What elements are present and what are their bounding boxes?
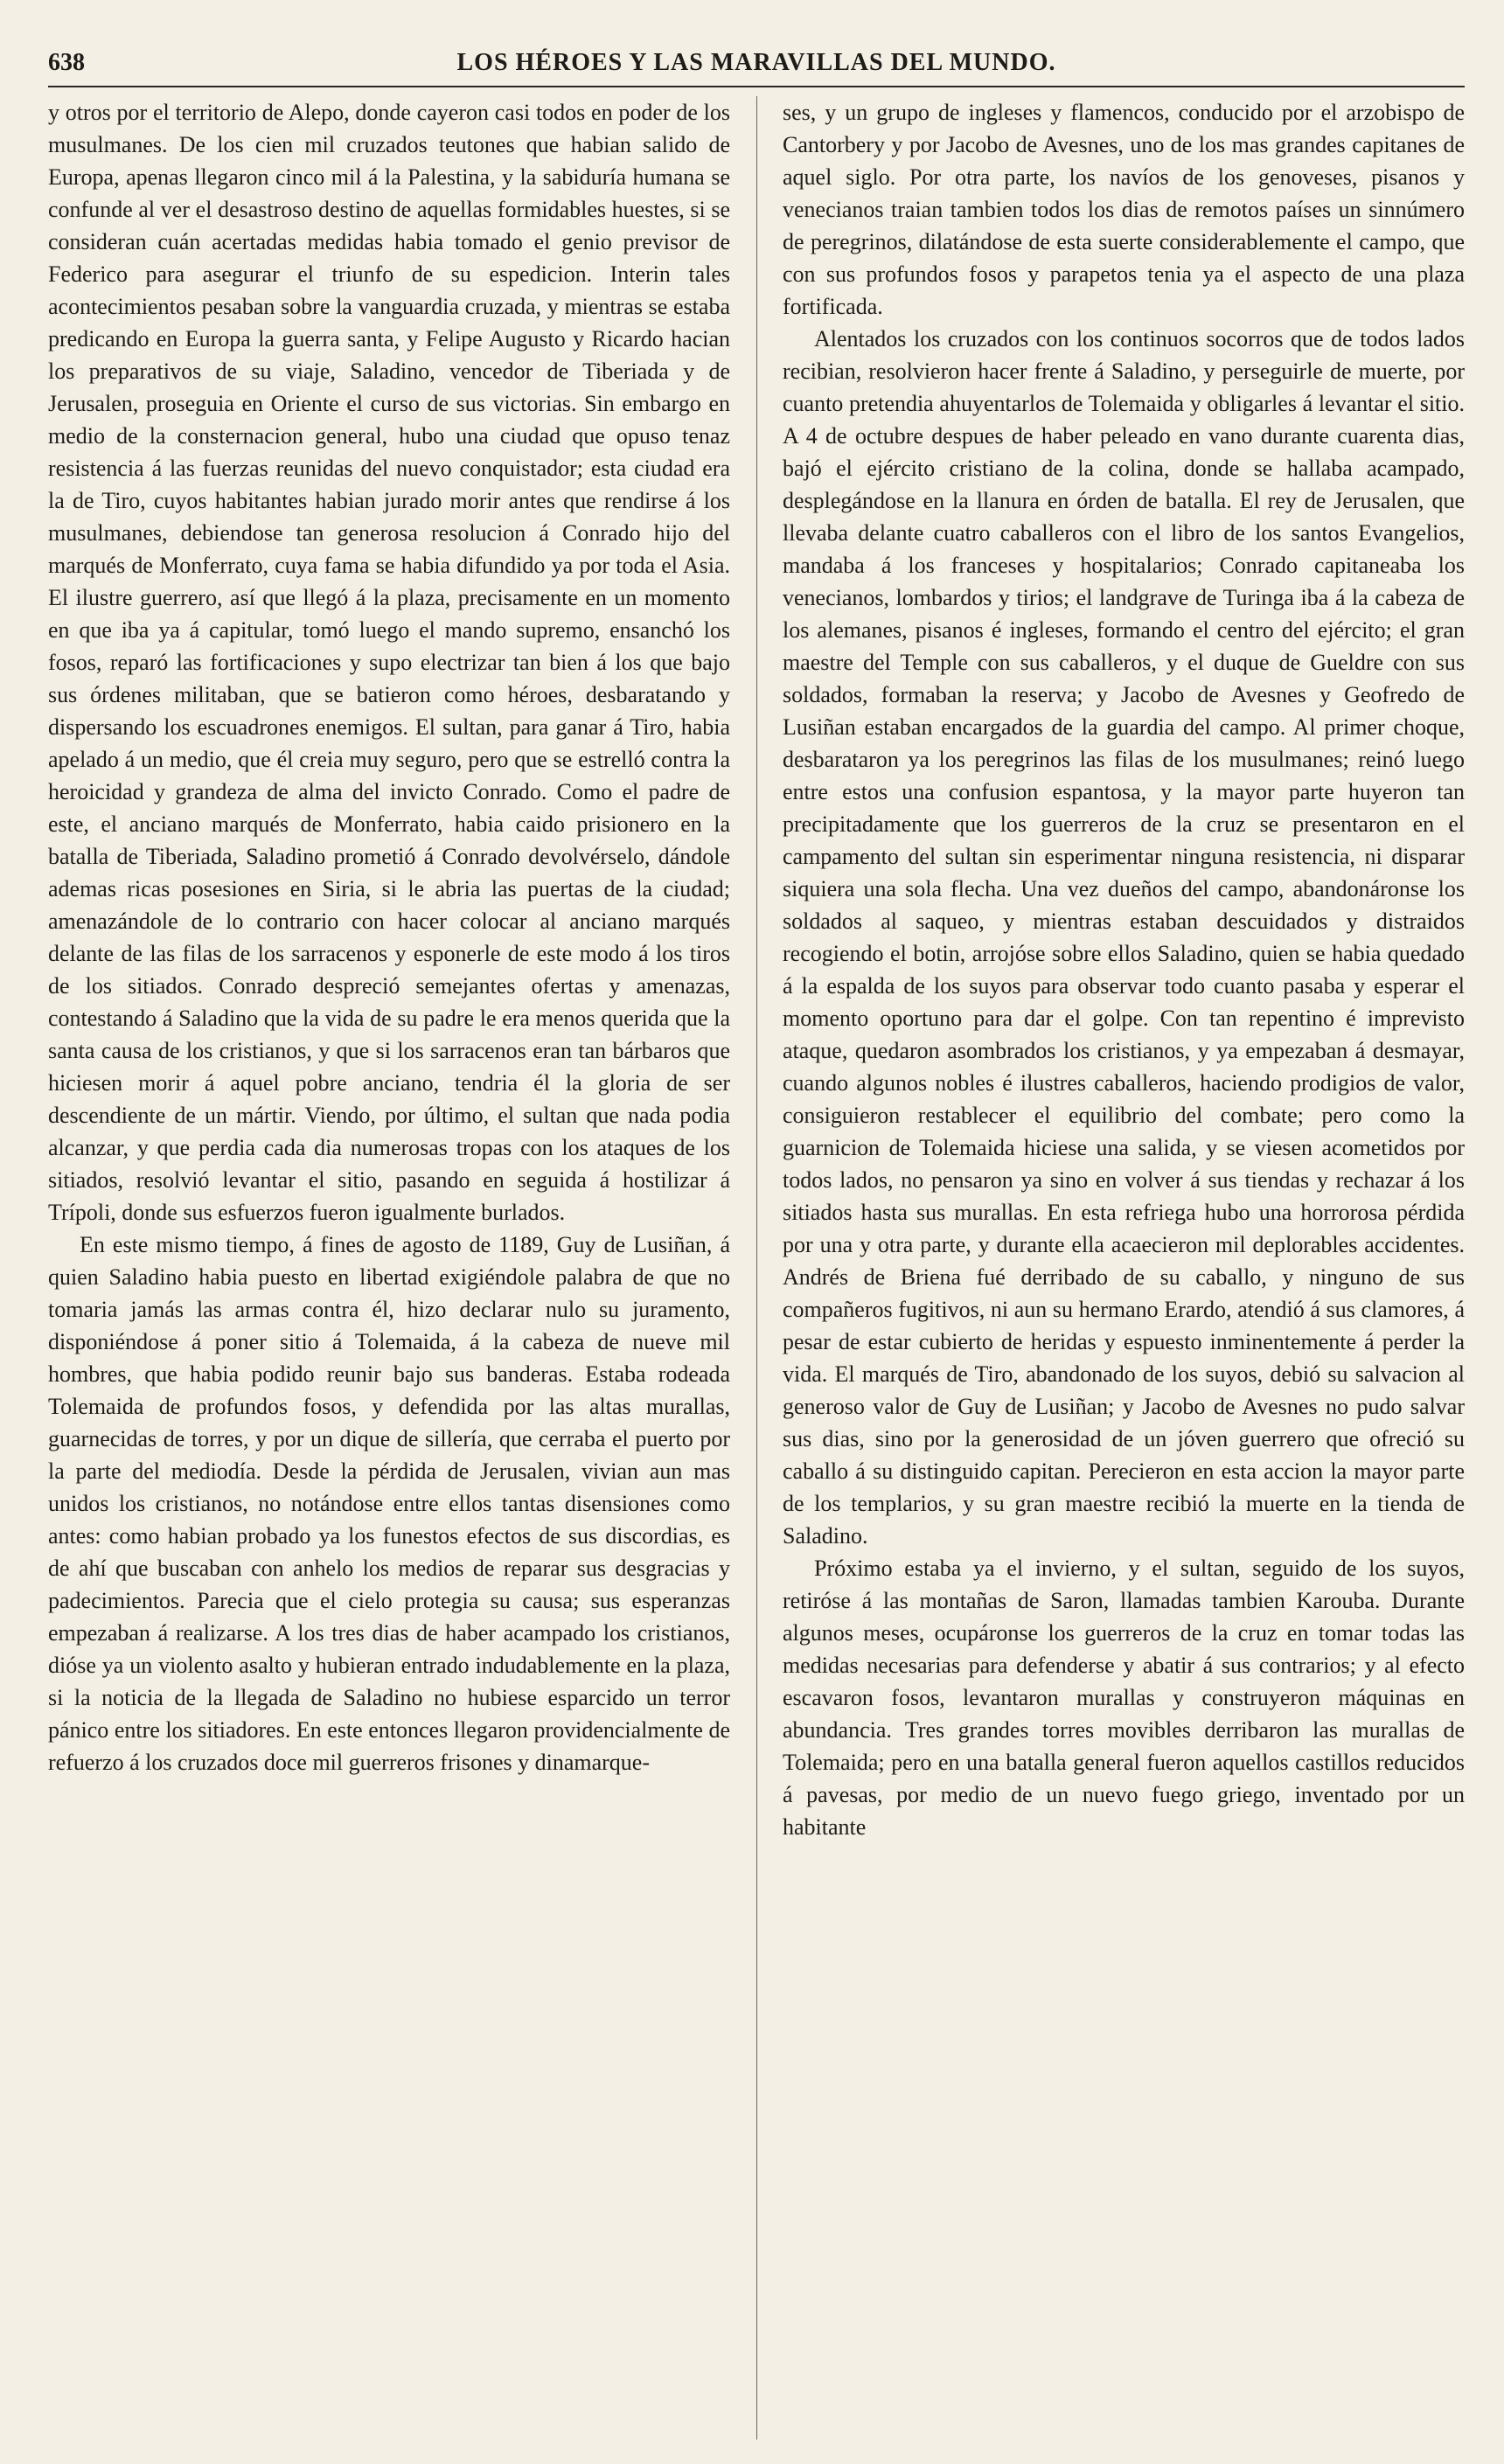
book-title: LOS HÉROES Y LAS MARAVILLAS DEL MUNDO. — [456, 49, 1056, 76]
running-head — [48, 45, 1465, 87]
left-column — [48, 96, 730, 2440]
paragraph: Próximo estaba ya el invierno, y el sultan, seguido de los suyos, retiróse á las montañas de Saron, llamadas tambien Karouba. Durante algunos meses, ocupáronse los guerreros de la cruz en tomar todas las medidas necesarias para defenderse y abatir á sus contrarios; y al efecto escavaron fosos, levantaron murallas y construyeron máquinas en abundancia. Tres grandes torres movibles derribaron las murallas de Tolemaida; pero en una batalla general fueron aquellos castillos reducidos á pavesas, por medio de un nuevo fuego griego, inventado por un habitante — [783, 1556, 1465, 1840]
paragraph: y otros por el territorio de Alepo, donde cayeron casi todos en poder de los musulmanes. De los cien mil cruzados teutones que habian salido de Europa, apenas llegaron cinco mil á la Palestina, y la sabiduría humana se confunde al ver el desastroso destino de aquellas formidables huestes, si se consideran cuán acertadas medidas habia tomado el genio previsor de Federico para asegurar el triunfo de su espedicion. Interin tales acontecimientos pesaban sobre la vanguardia cruzada, y mientras se estaba predicando en Europa la guerra santa, y Felipe Augusto y Ricardo hacian los preparativos de su viaje, Saladino, vencedor de Tiberiada y de Jerusalen, proseguia en Oriente el curso de sus victorias. Sin embargo en medio de la consternacion general, hubo una ciudad que opuso tenaz resistencia á las fuerzas reunidas del nuevo conquistador; esta ciudad era la de Tiro, cuyos habitantes habian jurado morir antes que rendirse á los musulmanes, debiendose tan generosa resolucion á Conrado hijo del marqués de Monferrato, cuya fama se habia difundido ya por toda el Asia. El ilustre guerrero, así que llegó á la plaza, precisamente en un momento en que iba ya á capitular, tomó luego el mando supremo, ensanchó los fosos, reparó las fortificaciones y supo electrizar tan bien á los que bajo sus órdenes militaban, que se batieron como héroes, desbaratando y dispersando los escuadrones enemigos. El sultan, para ganar á Tiro, habia apelado á un medio, que él creia muy seguro, pero que se estrelló contra la heroicidad y grandeza de alma del invicto Conrado. Como el padre de este, el anciano marqués de Monferrato, habia caido prisionero en la batalla de Tiberiada, Saladino prometió á Conrado devolvérselo, dándole ademas ricas posesiones en Siria, si le abria las puertas de la ciudad; amenazándole de lo contrario con hacer colocar al anciano marqués delante de las filas de los sarracenos y esponerle de este modo á los tiros de los sitiados. Conrado despreció semejantes ofertas y amenazas, contestando á Saladino que la vida de su padre le era menos querida que la santa causa de los cristianos, y que si los sarracenos eran tan bárbaros que hiciesen morir á aquel pobre anciano, tendria él la gloria de ser descendiente de un mártir. Viendo, por último, el sultan que nada podia alcanzar, y que perdia cada dia numerosas tropas con los ataques de los sitiados, resolvió levantar el sitio, pasando en seguida á hostilizar á Trípoli, donde sus esfuerzos fueron igualmente burlados. — [48, 100, 730, 1225]
paragraph: ses, y un grupo de ingleses y flamencos, conducido por el arzobispo de Cantorbery y por Jacobo de Avesnes, uno de los mas grandes capitanes de aquel siglo. Por otra parte, los navíos de los genoveses, pisanos y venecianos traian tambien todos los dias de remotos países un sinnúmero de peregrinos, dilatándose de esta suerte considerablemente el campo, que con sus profundos fosos y parapetos tenia ya el aspecto de una plaza fortificada. — [783, 100, 1465, 319]
paragraph: En este mismo tiempo, á fines de agosto de 1189, Guy de Lusiñan, á quien Saladino habia puesto en libertad exigiéndole palabra de que no tomaria jamás las armas contra él, hizo declarar nulo su juramento, disponiéndose á poner sitio á Tolemaida, á la cabeza de nueve mil hombres, que habia podido reunir bajo sus banderas. Estaba rodeada Tolemaida de profundos fosos, y defendida por las altas murallas, guarnecidas de torres, y por un dique de sillería, que cerraba el puerto por la parte del mediodía. Desde la pérdida de Jerusalen, vivian aun mas unidos los cristianos, no notándose entre ellos tantas disensiones como antes: como habian probado ya los funestos efectos de sus discordias, es de ahí que buscaban con anhelo los medios de reparar sus desgracias y padecimientos. Parecia que el cielo protegia su causa; sus esperanzas empezaban á realizarse. A los tres dias de haber acampado los cristianos, dióse ya un violento asalto y hubieran entrado indudablemente en la plaza, si la noticia de la llegada de Saladino no hubiese esparcido un terror pánico entre los sitiadores. En este entonces llegaron providencialmente de refuerzo á los cruzados doce mil guerreros frisones y dinamarque- — [48, 1232, 730, 1775]
right-column — [783, 96, 1465, 2440]
paragraph: Alentados los cruzados con los continuos socorros que de todos lados recibian, resolvieron hacer frente á Saladino, y perseguirle de muerte, por cuanto pretendia ahuyentarlos de Tolemaida y obligarles á levantar el sitio. A 4 de octubre despues de haber peleado en vano durante cuarenta dias, bajó el ejército cristiano de la colina, donde se hallaba acampado, desplegándose en la llanura en órden de batalla. El rey de Jerusalen, que llevaba delante cuatro caballeros con el libro de los santos Evangelios, mandaba á los franceses y hospitalarios; Conrado capitaneaba los venecianos, lombardos y tirios; el landgrave de Turinga iba á la cabeza de los alemanes, pisanos é ingleses, formando el centro del ejército; el gran maestre del Temple con sus caballeros, y el duque de Gueldre con sus soldados, formaban la reserva; y Jacobo de Avesnes y Geofredo de Lusiñan estaban encargados de la guardia del campo. Al primer choque, desbarataron ya los peregrinos las filas de los musulmanes; reinó luego entre estos una confusion espantosa, y la mayor parte huyeron tan precipitadamente que los guerreros de la cruz se presentaron en el campamento del sultan sin esperimentar ninguna resistencia, ni disparar siquiera una sola flecha. Una vez dueños del campo, abandonáronse los soldados al saqueo, y mientras estaban descuidados y distraidos recogiendo el botin, arrojóse sobre ellos Saladino, quien se habia quedado á la espalda de los suyos para observar todo cuanto pasaba y esperar el momento oportuno para dar el golpe. Con tan repentino é imprevisto ataque, quedaron asombrados los cristianos, y ya empezaban á desmayar, cuando algunos nobles é ilustres caballeros, haciendo prodigios de valor, consiguieron restablecer el equilibrio del combate; pero como la guarnicion de Tolemaida hiciese una salida, y se viesen acometidos por todos lados, no pensaron ya sino en volver á sus tiendas y rechazar á los sitiados hasta sus murallas. En esta refriega hubo una horrorosa pérdida por una y otra parte, y durante ella acaecieron mil deplorables accidentes. Andrés de Briena fué derribado de su caballo, y ninguno de sus compañeros fugitivos, ni aun su hermano Erardo, atendió á sus clamores, á pesar de estar cubierto de heridas y espuesto inminentemente á perder la vida. El marqués de Tiro, abandonado de los suyos, debió su salvacion al generoso valor de Guy de Lusiñan; y Jacobo de Avesnes no pudo salvar sus dias, sino por la generosidad de un jóven guerrero que ofreció su caballo á su distinguido capitan. Perecieron en esta accion la mayor parte de los templarios, y su gran maestre recibió la muerte en la tienda de Saladino. — [783, 326, 1465, 1549]
column-rule — [756, 96, 757, 2440]
page-number: 638 — [48, 49, 85, 76]
text-columns — [48, 96, 1465, 2440]
book-page — [48, 45, 1465, 2441]
